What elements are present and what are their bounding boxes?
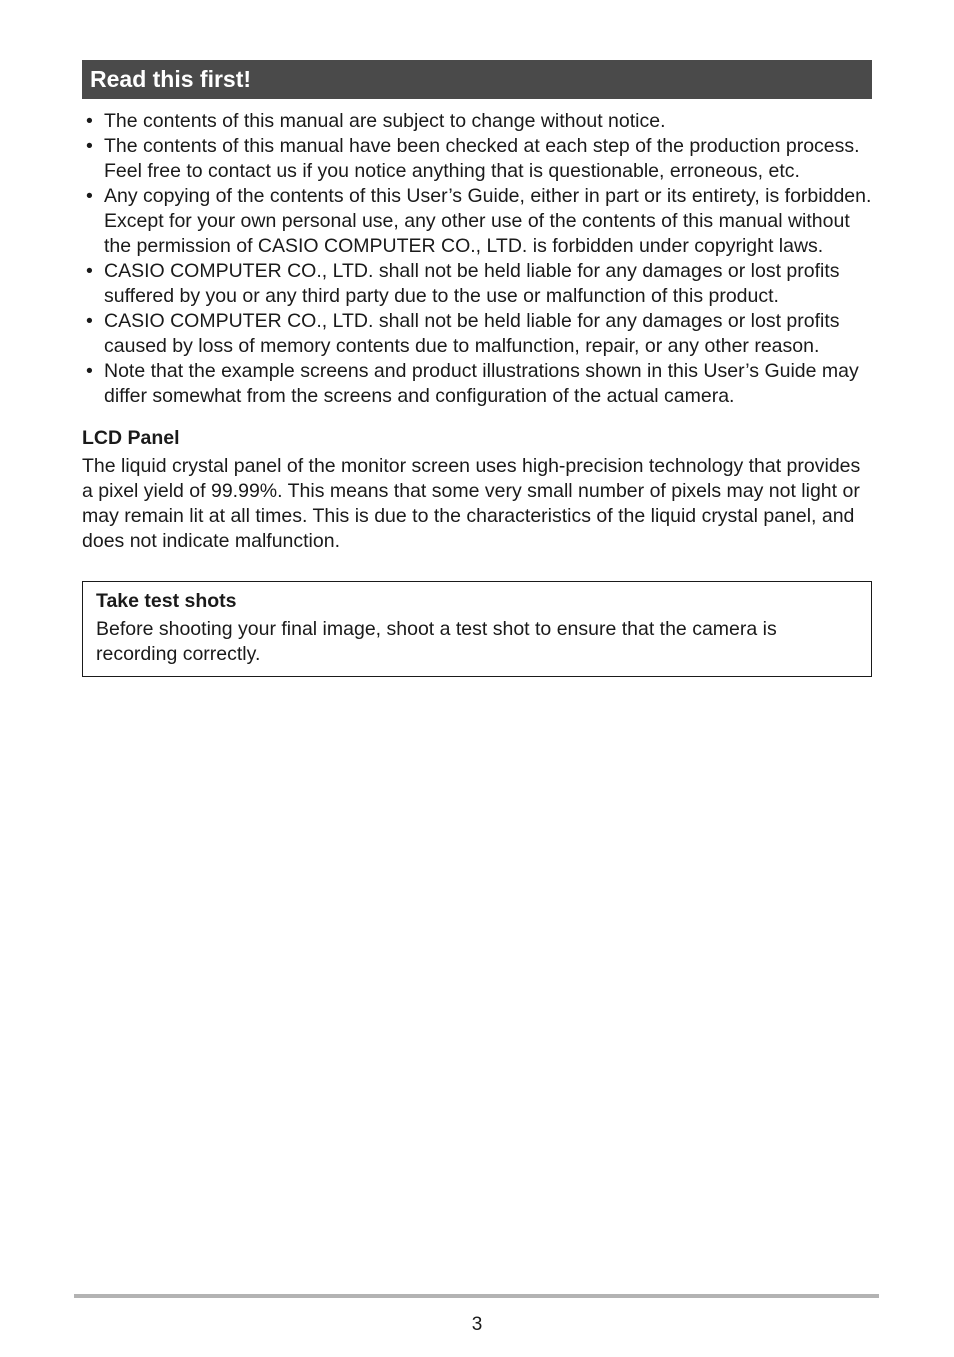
- list-item-text: CASIO COMPUTER CO., LTD. shall not be held liable for any damages or lost profits suffered by you or any third party due to the use or malfunction of this product.: [104, 260, 840, 307]
- notice-text: Before shooting your final image, shoot a test shot to ensure that the camera is recording correctly.: [96, 618, 777, 665]
- test-shots-notice-box: [82, 581, 872, 677]
- list-item-text: Note that the example screens and product illustrations shown in this User’s Guide may differ somewhat from the screens and configuration of the actual camera.: [104, 360, 859, 407]
- bullet-icon: •: [86, 310, 93, 332]
- bullet-icon: •: [86, 110, 93, 132]
- notice-bullet-list: [82, 109, 872, 409]
- list-item: [82, 109, 872, 134]
- bullet-icon: •: [86, 360, 93, 382]
- list-item: [82, 259, 872, 309]
- page-number: 3: [471, 1314, 483, 1335]
- list-item-text: Any copying of the contents of this User’s Guide, either in part or its entirety, is forbidden. Except for your own personal use, any other use of the contents of this manual without the permission of CASIO COMPUTER CO., LTD. is forbidden under copyright laws.: [104, 185, 872, 257]
- lcd-panel-heading: LCD Panel: [82, 427, 180, 449]
- bullet-icon: •: [86, 260, 93, 282]
- manual-page: [82, 60, 872, 677]
- list-item-text: The contents of this manual have been checked at each step of the production process. Feel free to contact us if you notice anything that is questionable, erroneous, etc.: [104, 135, 860, 182]
- list-item: [82, 134, 872, 184]
- list-item: [82, 359, 872, 409]
- footer-divider: [74, 1294, 879, 1298]
- list-item-text: The contents of this manual are subject to change without notice.: [104, 110, 666, 132]
- notice-title: Take test shots: [96, 590, 237, 612]
- list-item-text: CASIO COMPUTER CO., LTD. shall not be held liable for any damages or lost profits caused by loss of memory contents due to malfunction, repair, or any other reason.: [104, 310, 840, 357]
- bullet-icon: •: [86, 135, 93, 157]
- section-header: Read this first!: [82, 60, 872, 99]
- lcd-panel-paragraph: The liquid crystal panel of the monitor screen uses high-precision technology that provides a pixel yield of 99.99%. This means that some very small number of pixels may not light or may remain lit at all times. This is due to the characteristics of the liquid crystal panel, and does not indicate malfunction.: [82, 455, 861, 552]
- list-item: [82, 184, 872, 259]
- list-item: [82, 309, 872, 359]
- bullet-icon: •: [86, 185, 93, 207]
